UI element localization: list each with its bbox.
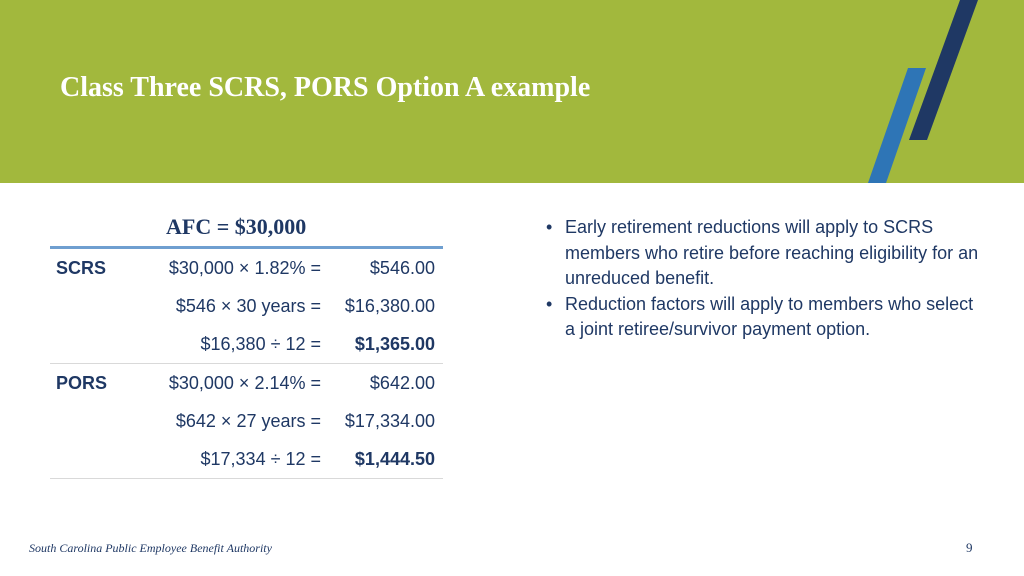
row-label: PORS (56, 373, 108, 393)
row-expression: $546 × 30 years = (175, 296, 321, 316)
row-expression: $16,380 ÷ 12 = (200, 334, 321, 354)
row-result: $642.00 (369, 373, 435, 393)
table-row (50, 440, 443, 478)
row-expression: $17,334 ÷ 12 = (200, 449, 321, 469)
row-result: $546.00 (369, 258, 435, 278)
table-row (50, 249, 443, 287)
table-row (50, 402, 443, 440)
bullet-icon: • (546, 293, 553, 314)
bullet-text: Reduction factors will apply to members who select a joint retiree/survivor payment option. (565, 293, 974, 339)
row-expression: $642 × 27 years = (175, 411, 321, 431)
bullet-list (543, 215, 983, 343)
bullet-item (543, 292, 983, 343)
table-bottom-rule (50, 478, 443, 479)
table-row (50, 325, 443, 363)
bullet-item (543, 215, 983, 292)
table-row (50, 364, 443, 402)
bullet-text: Early retirement reductions will apply to SCRS members who retire before reaching eligibility for an unreduced benefit. (565, 217, 979, 288)
row-expression: $30,000 × 2.14% = (168, 373, 321, 393)
row-result: $17,334.00 (344, 411, 435, 431)
row-result-total: $1,365.00 (354, 334, 435, 354)
row-label: SCRS (56, 258, 107, 278)
row-expression: $30,000 × 1.82% = (168, 258, 321, 278)
row-result: $16,380.00 (344, 296, 435, 316)
afc-heading: AFC = $30,000 (166, 214, 307, 239)
footer-organization: South Carolina Public Employee Benefit Authority (29, 541, 272, 555)
slide-title: Class Three SCRS, PORS Option A example (60, 72, 591, 103)
table-row (50, 287, 443, 325)
row-result-total: $1,444.50 (354, 449, 435, 469)
page-number: 9 (966, 540, 973, 555)
bullet-icon: • (546, 217, 553, 237)
